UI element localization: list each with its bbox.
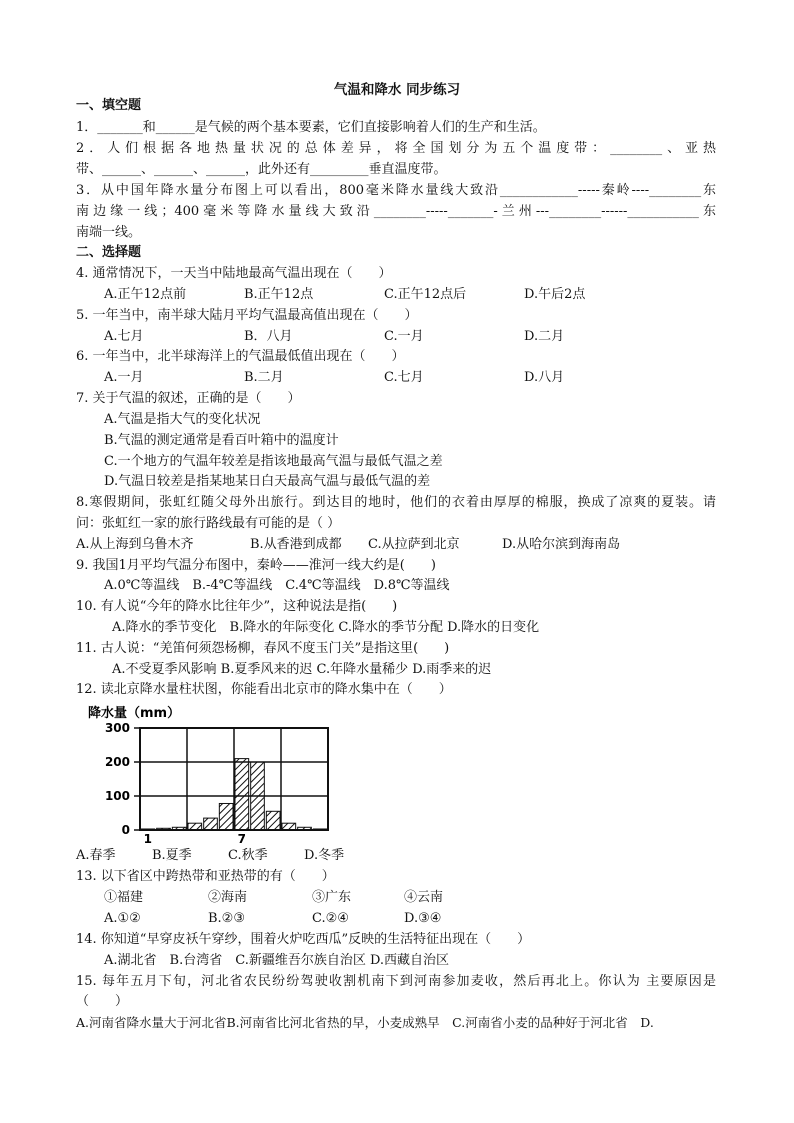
q13-item-3: ③广东 [312,890,352,905]
q4-option-c: C.正午12点后 [384,287,467,302]
question-2-line-2: 带、______、______、______，此外还有_________垂直温度带。 [76,162,447,177]
bar-month-7 [235,759,249,830]
y-tick-label: 300 [104,721,130,735]
bar-month-2 [157,828,171,830]
question-2-line-1: 2．人们根据各地热量状况的总体差异，将全国划分为五个温度带：________、亚热 [76,141,716,156]
q8-option-d: D.从哈尔滨到海南岛 [502,537,621,552]
q13-item-2: ②海南 [208,890,248,905]
section-multiple-choice: 二、选择题 [76,245,142,260]
q8-option-b: B.从香港到成都 [250,537,342,552]
q10-options: A.降水的季节变化 B.降水的年际变化 C.降水的季节分配 D.降水的日变化 [112,620,540,635]
page-title: 气温和降水 同步练习 [333,82,461,98]
q5-option-a: A.七月 [104,329,144,344]
x-tick-label: 7 [237,832,247,846]
bar-month-11 [298,827,312,830]
q6-option-d: D.八月 [524,370,565,385]
q7-option-d: D.气温日较差是指某地某日白天最高气温与最低气温的差 [104,474,431,489]
q8-option-a: A.从上海到乌鲁木齐 [76,537,194,552]
question-5: 5. 一年当中，南半球大陆月平均气温最高值出现在（ ） [76,308,418,323]
q15-options: A.河南省降水量大于河北省B.河南省比河北省热的早，小麦成熟早 C.河南省小麦的品种好于河北省 D. [76,1015,654,1030]
x-tick-label: 1 [143,832,153,846]
question-15-line-1: 15. 每年五月下旬，河北省农民纷纷驾驶收割机南下到河南参加麦收，然后再北上。你认为 主要原因是 [76,974,716,989]
q9-options: A.0℃等温线 B.-4℃等温线 C.4℃等温线 D.8℃等温线 [104,578,450,593]
bar-month-1 [141,829,155,830]
q12-option-c: C.秋季 [228,848,268,863]
question-8-line-1: 8.寒假期间，张虹红随父母外出旅行。到达目的地时，他们的衣着由厚厚的棉服，换成了凉爽的夏装。请 [76,495,716,510]
bar-month-3 [172,827,186,830]
question-8-line-2: 问：张虹红一家的旅行路线最有可能的是（ ） [76,516,341,531]
chart-y-ticks [105,721,130,837]
q4-option-b: B.正午12点 [244,287,314,302]
question-6: 6. 一年当中，北半球海洋上的气温最低值出现在（ ） [76,349,405,364]
chart-title: 降水量（mm） [88,706,181,721]
q6-option-a: A.一月 [104,370,144,385]
q6-option-c: C.七月 [384,370,424,385]
question-7: 7. 关于气温的叙述，正确的是（ ） [76,391,301,406]
q4-option-d: D.午后2点 [524,287,586,302]
question-3-line-2: 南边缘一线；400毫米等降水量线大致沿________-----_______-兰州---________------___________东 [76,204,716,219]
question-3-line-3: 南端一线。 [76,225,142,240]
question-1: 1．_______和______是气候的两个基本要素，它们直接影响着人们的生产和生活。 [76,120,546,135]
bar-month-8 [251,762,265,830]
q7-option-b: B.气温的测定通常是看百叶箱中的温度计 [104,433,339,448]
bar-month-6 [219,803,233,830]
q12-option-b: B.夏季 [152,848,192,863]
question-4: 4. 通常情况下，一天当中陆地最高气温出现在（ ） [76,266,392,281]
question-11: 11. 古人说：“羌笛何须怨杨柳，春风不度玉门关”是指这里( ) [76,641,450,656]
bar-month-4 [188,823,202,830]
bar-month-12 [313,829,327,830]
section-fill-blank: 一、填空题 [76,98,142,113]
y-tick-label: 0 [121,823,130,837]
question-3-line-1: 3．从中国年降水量分布图上可以看出，800毫米降水量线大致沿____________-----秦岭----________东 [76,183,716,198]
q13-option-c: C.②④ [312,911,349,926]
q4-option-a: A.正午12点前 [104,287,187,302]
q7-option-c: C.一个地方的气温年较差是指该地最高气温与最低气温之差 [104,454,443,469]
q5-option-c: C.一月 [384,329,424,344]
q5-option-d: D.二月 [524,329,565,344]
bar-month-5 [204,818,218,830]
q13-option-d: D.③④ [404,911,442,926]
question-15-line-2: （ ） [76,994,129,1009]
q13-item-4: ④云南 [404,890,444,905]
question-9: 9. 我国1月平均气温分布图中，秦岭——淮河一线大约是( ) [76,558,436,573]
q7-option-a: A.气温是指大气的变化状况 [104,412,261,427]
q6-option-b: B.二月 [244,370,284,385]
bar-month-9 [266,811,280,830]
y-tick-label: 200 [104,755,130,769]
q14-options: A.湖北省 B.台湾省 C.新疆维吾尔族自治区 D.西藏自治区 [104,953,450,968]
chart-x-ticks [144,832,246,846]
q12-option-d: D.冬季 [304,848,345,863]
y-tick-label: 100 [104,789,130,803]
q8-option-c: C.从拉萨到北京 [368,537,460,552]
precipitation-chart [76,702,346,846]
q13-item-1: ①福建 [104,890,144,905]
q5-option-b: B．八月 [244,329,293,344]
bar-month-10 [282,823,296,830]
question-13: 13. 以下省区中跨热带和亚热带的有（ ） [76,869,335,884]
question-14: 14. 你知道“早穿皮袄午穿纱，围着火炉吃西瓜”反映的生活特征出现在（ ） [76,932,531,947]
q12-option-a: A.春季 [76,848,116,863]
q11-options: A.不受夏季风影响 B.夏季风来的迟 C.年降水量稀少 D.雨季来的迟 [112,662,492,677]
q13-option-a: A.①② [104,911,141,926]
question-12: 12. 读北京降水量柱状图，你能看出北京市的降水集中在（ ） [76,682,452,697]
q13-option-b: B.②③ [208,911,245,926]
question-10: 10. 有人说“今年的降水比往年少”，这种说法是指( ) [76,599,398,614]
